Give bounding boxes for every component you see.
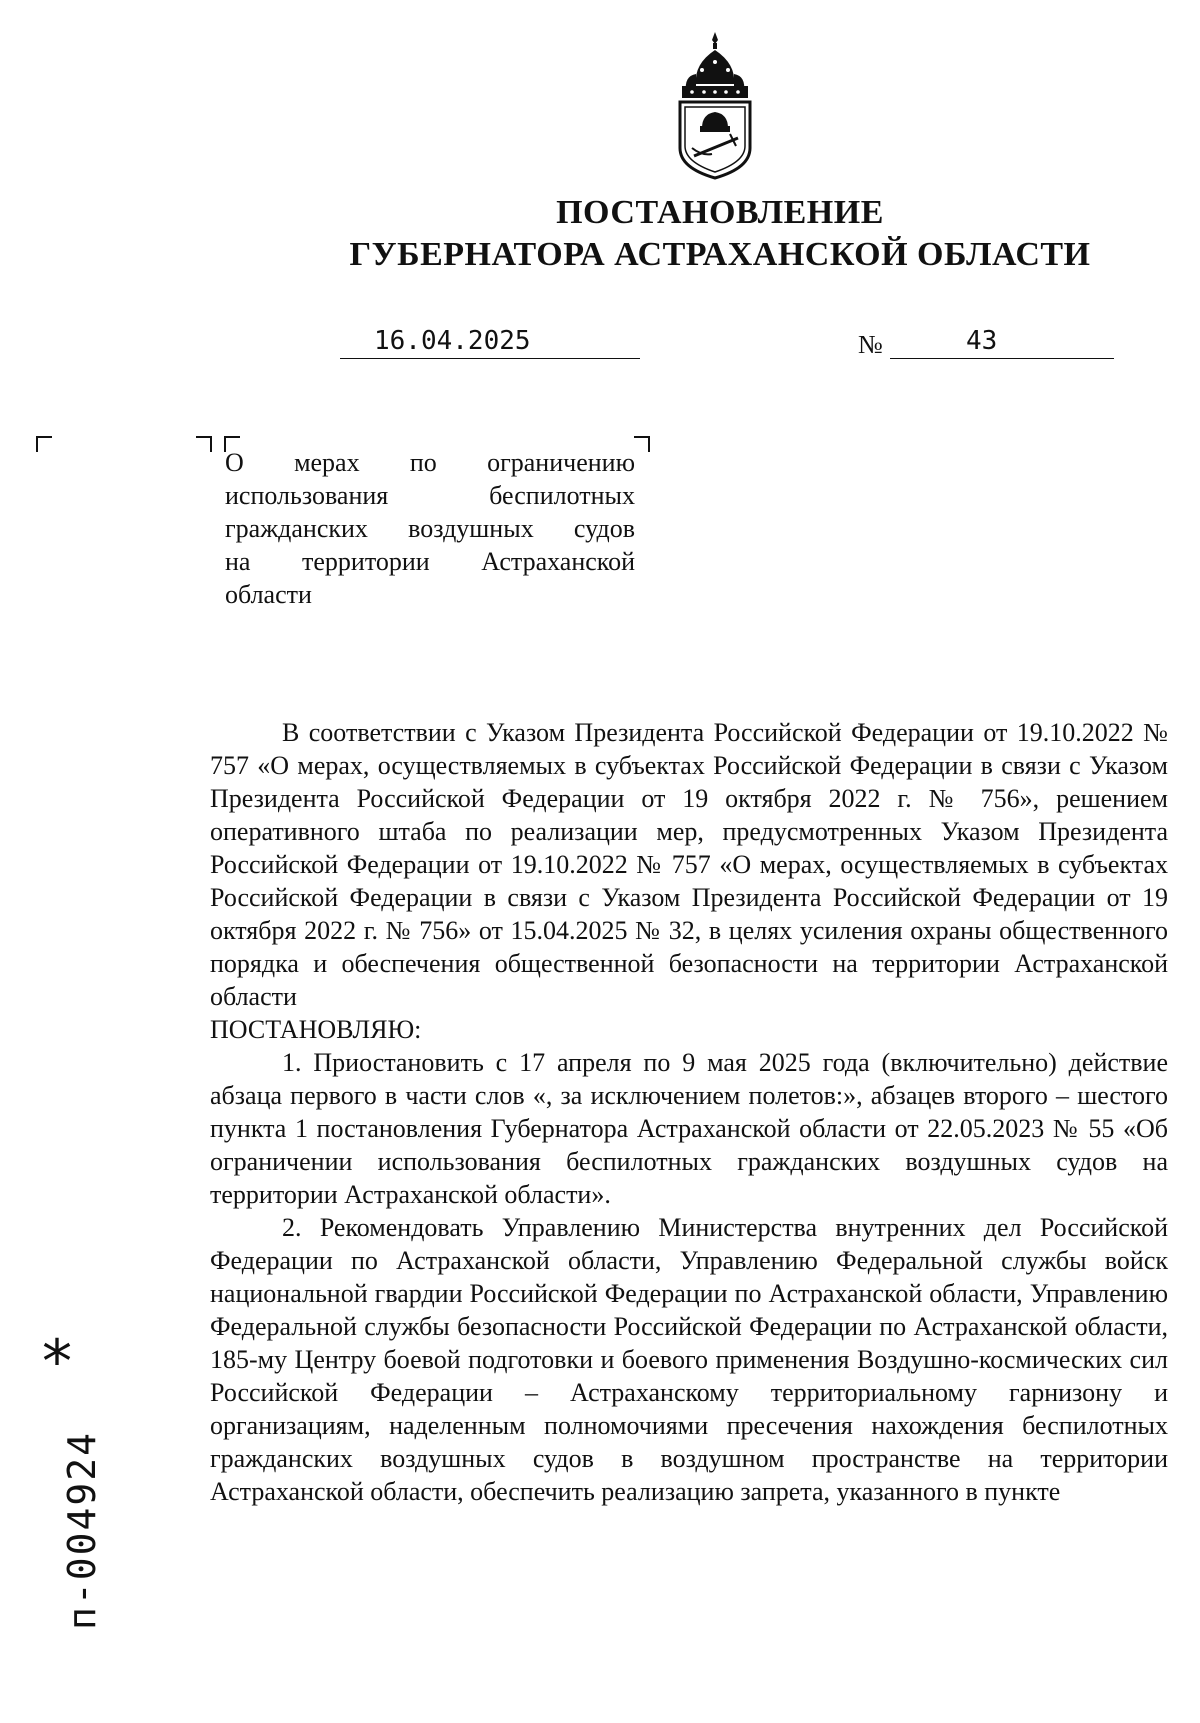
document-body [210, 716, 1168, 1508]
preamble-paragraph: В соответствии с Указом Президента Российской Федерации от 19.10.2022 № 757 «О мерах, осуществляемых в субъектах Российской Федерации в связи с Указом Президента Российской Федерации от 19 октября 2022 г. № 756», решением оперативного штаба по реализации мер, предусмотренных Указом Президента Российской Федерации от 19.10.2022 № 757 «О мерах, осуществляемых в субъектах Российской Федерации в связи с Указом Президента Российской Федерации от 19 октября 2022 г. № 756» от 15.04.2025 № 32, в целях усиления охраны общественного порядка и обеспечения общественной безопасности на территории Астраханской области [210, 718, 1168, 1011]
item-1-paragraph: 1. Приостановить с 17 апреля по 9 мая 2025 года (включительно) действие абзаца первого в части слов «, за исключением полетов:», абзацев второго – шестого пункта 1 постановления Губернатора Астраханской области от 22.05.2023 № 55 «Об ограничении использования беспилотных гражданских воздушных судов на территории Астраханской области». [210, 1048, 1168, 1209]
subject-line: на территории Астраханской [225, 547, 635, 576]
document-number: 43 [966, 326, 998, 356]
corner-mark [36, 436, 52, 452]
subject-line: области [225, 580, 312, 609]
subject-line: гражданских воздушных судов [225, 514, 635, 543]
corner-mark [634, 436, 650, 452]
item-2-paragraph: 2. Рекомендовать Управлению Министерства внутренних дел Российской Федерации по Астраханской области, Управлению Федеральной службы войск национальной гвардии Российской Федерации по Астраханской области, Управлению Федеральной службы безопасности Российской Федерации по Астраханской области, 185-му Центру боевой подготовки и боевого применения Воздушно-космических сил Российской Федерации – Астраханскому территориальному гарнизону и организациям, наделенным полномочиями пресечения нахождения беспилотных гражданских воздушных судов в воздушном пространстве на территории Астраханской области, обеспечить реализацию запрета, указанного в пункте [210, 1213, 1168, 1506]
number-field [890, 318, 1114, 359]
margin-asterisk: * [42, 1327, 72, 1397]
subject-line: О мерах по ограничению [225, 448, 635, 477]
corner-mark [196, 436, 212, 452]
title-line-1: ПОСТАНОВЛЕНИЕ [556, 194, 884, 231]
number-sign: № [858, 330, 883, 359]
decree-word: ПОСТАНОВЛЯЮ: [210, 1015, 422, 1044]
title-line-2: ГУБЕРНАТОРА АСТРАХАНСКОЙ ОБЛАСТИ [349, 236, 1091, 273]
date-field [340, 318, 640, 359]
subject-line: использования беспилотных [225, 481, 635, 510]
document-subject [225, 446, 635, 611]
document-date: 16.04.2025 [374, 326, 531, 356]
document-title [330, 192, 1110, 276]
coat-of-arms-icon [672, 30, 758, 180]
margin-serial-stamp [30, 1340, 104, 1630]
serial-number: п-004924 [60, 1430, 104, 1630]
